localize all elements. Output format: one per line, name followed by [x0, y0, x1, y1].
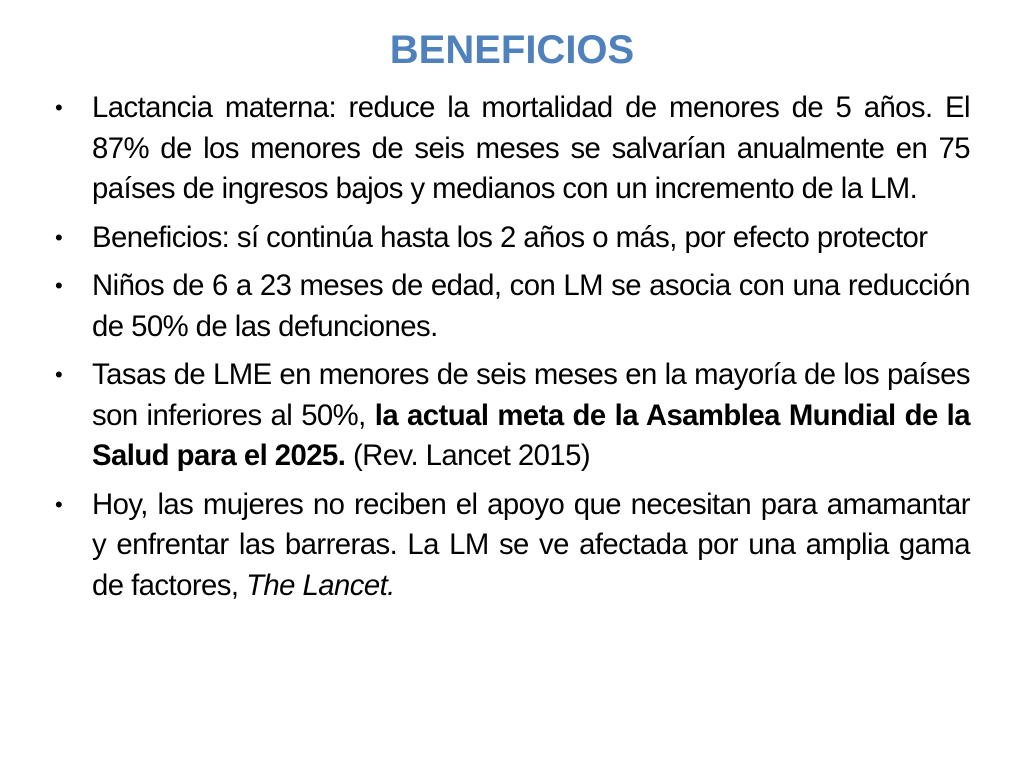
bullet-text-italic: The Lancet. — [246, 568, 395, 602]
bullet-item-ninos — [55, 266, 970, 347]
bullet-icon: • — [55, 273, 63, 298]
bullet-text: Lactancia materna: reduce la mortalidad de menores de 5 años. El 87% de los menores de seis meses se salvarían anualmente en 75 países de ingresos bajos y medianos con un incremento de la LM. — [92, 91, 970, 205]
bullet-item-hoy — [55, 485, 970, 607]
bullet-item-tasas — [55, 355, 970, 477]
bullet-icon: • — [55, 491, 63, 517]
bullet-text-after: (Rev. Lancet 2015) — [345, 439, 591, 472]
bullet-text-bold: la actual meta de la Asamblea Mundial de la Salud para el 2025. — [92, 398, 970, 472]
bullet-list — [55, 88, 970, 614]
bullet-icon: • — [55, 362, 63, 387]
bullet-item-mortalidad — [55, 88, 970, 210]
bullet-text: Beneficios: sí continúa hasta los 2 años o más, por efecto protector — [92, 220, 928, 254]
bullet-text-before: Hoy, las mujeres no reciben el apoyo que necesitan para amamantar y enfrentar las barreras. La LM se ve afectada por una amplia gama de factores, — [92, 487, 970, 602]
bullet-icon: • — [55, 95, 63, 120]
bullet-text-before: Tasas de LME en menores de seis meses en la mayoría de los países son inferiores al 50%, — [92, 358, 970, 432]
bullet-item-beneficios — [55, 218, 970, 259]
bullet-text: Niños de 6 a 23 meses de edad, con LM se asocia con una reducción de 50% de las defunciones. — [92, 269, 970, 343]
slide-title: BENEFICIOS — [389, 28, 635, 72]
bullet-icon: • — [55, 224, 63, 250]
